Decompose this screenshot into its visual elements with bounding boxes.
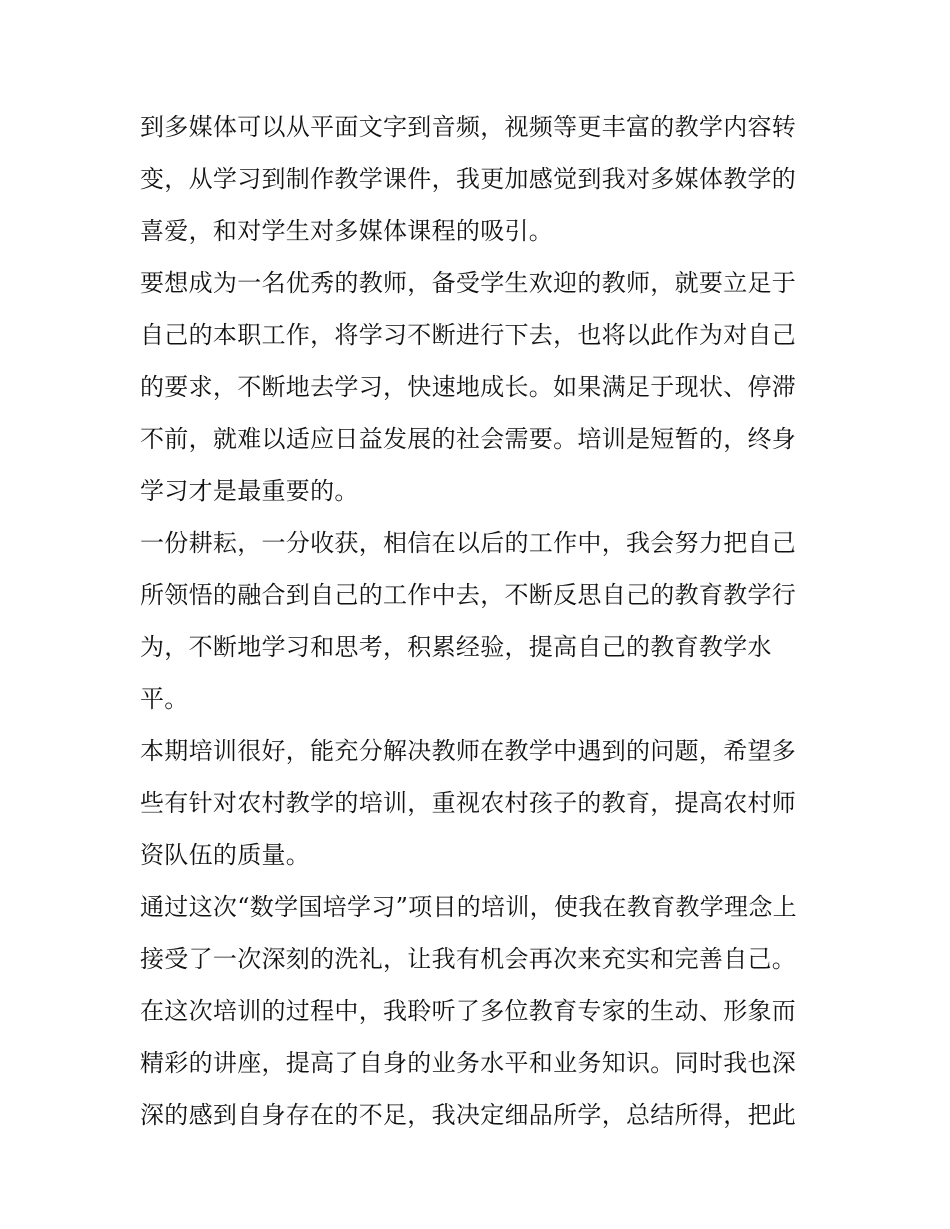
text-line: 一份耕耘，一分收获，相信在以后的工作中，我会努力把自己 bbox=[140, 529, 797, 557]
text-line: 不前，就难以适应日益发展的社会需要。培训是短暂的，终身 bbox=[140, 425, 797, 453]
text-line: 到多媒体可以从平面文字到音频，视频等更丰富的教学内容转 bbox=[140, 113, 797, 141]
text-line: 为，不断地学习和思考，积累经验，提高自己的教育教学水 bbox=[140, 633, 772, 661]
text-line: 的要求，不断地去学习，快速地成长。如果满足于现状、停滞 bbox=[140, 373, 797, 401]
text-line: 通过这次“数学国培学习”项目的培训，使我在教育教学理念上 bbox=[140, 893, 797, 921]
text-line: 些有针对农村教学的培训，重视农村孩子的教育，提高农村师 bbox=[140, 789, 797, 817]
text-line: 变，从学习到制作教学课件，我更加感觉到我对多媒体教学的 bbox=[140, 165, 797, 193]
text-line: 要想成为一名优秀的教师，备受学生欢迎的教师，就要立足于 bbox=[140, 269, 797, 297]
text-line: 喜爱，和对学生对多媒体课程的吸引。 bbox=[140, 217, 554, 245]
text-line: 自己的本职工作，将学习不断进行下去，也将以此作为对自己 bbox=[140, 321, 797, 349]
text-line: 资队伍的质量。 bbox=[140, 841, 311, 869]
text-line: 精彩的讲座，提高了自身的业务水平和业务知识。同时我也深 bbox=[140, 1049, 797, 1077]
text-line: 在这次培训的过程中，我聆听了多位教育专家的生动、形象而 bbox=[140, 997, 797, 1025]
text-line: 学习才是最重要的。 bbox=[140, 477, 359, 505]
text-line: 平。 bbox=[140, 685, 189, 713]
text-line: 接受了一次深刻的洗礼，让我有机会再次来充实和完善自己。 bbox=[140, 945, 797, 973]
text-line: 所领悟的融合到自己的工作中去，不断反思自己的教育教学行 bbox=[140, 581, 797, 609]
text-line: 深的感到自身存在的不足，我决定细品所学，总结所得，把此 bbox=[140, 1101, 797, 1129]
text-line: 本期培训很好，能充分解决教师在教学中遇到的问题，希望多 bbox=[140, 737, 797, 765]
document-body bbox=[140, 101, 816, 1141]
